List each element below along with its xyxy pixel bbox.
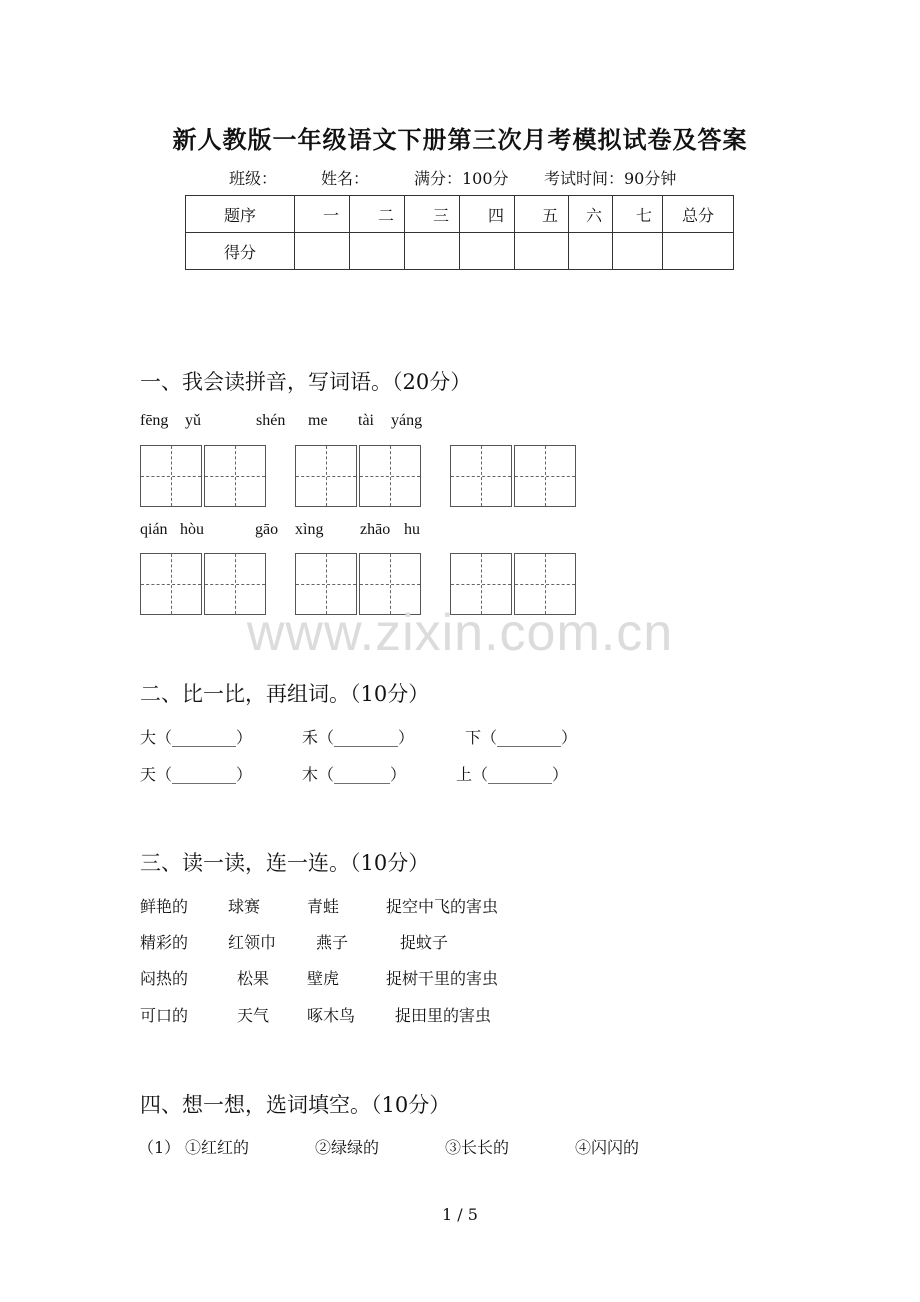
match-word: 鲜艳的: [140, 897, 189, 916]
match-word: 燕子: [316, 933, 349, 952]
score-table-cell: 五: [515, 196, 569, 233]
match-word: 松果: [237, 969, 270, 988]
compare-word-blank[interactable]: 天（________）: [140, 765, 253, 784]
pinyin: zhāo: [360, 521, 391, 538]
score-table-cell: 七: [613, 196, 663, 233]
pinyin: qián: [140, 521, 168, 538]
match-word: 啄木鸟: [307, 1006, 356, 1025]
pinyin: me: [308, 412, 328, 429]
section1-heading: 一、我会读拼音，写词语。（20分）: [140, 370, 472, 394]
score-table-cell: 总分: [663, 196, 734, 233]
score-input-cell[interactable]: [515, 233, 569, 270]
match-word: 壁虎: [307, 969, 340, 988]
score-table-cell: 六: [569, 196, 613, 233]
score-table-cell: 三: [405, 196, 460, 233]
score-input-cell[interactable]: [663, 233, 734, 270]
match-word: 捉树干里的害虫: [386, 969, 499, 988]
class-label: 班级：: [229, 169, 278, 188]
compare-word-blank[interactable]: 下（________）: [465, 728, 578, 747]
score-table: [185, 195, 734, 270]
compare-word-blank[interactable]: 禾（________）: [302, 728, 415, 747]
section3-heading: 三、读一读，连一连。（10分）: [140, 851, 430, 875]
watermark: www.zixin.com.cn: [246, 604, 674, 662]
compare-word-blank[interactable]: 木（_______）: [302, 765, 407, 784]
writing-grid-box[interactable]: [295, 445, 357, 507]
score-input-cell[interactable]: [613, 233, 663, 270]
question-number: （1）: [138, 1138, 181, 1157]
score-table-header-row: [186, 196, 734, 233]
writing-grid-box[interactable]: [140, 445, 202, 507]
match-word: 捉空中飞的害虫: [386, 897, 499, 916]
pinyin: shén: [256, 412, 286, 429]
match-word: 可口的: [140, 1006, 189, 1025]
writing-grid-box[interactable]: [514, 445, 576, 507]
pinyin: xìng: [295, 521, 324, 538]
match-word: 捉田里的害虫: [395, 1006, 492, 1025]
score-input-cell[interactable]: [460, 233, 515, 270]
score-table-cell: 题序: [186, 196, 295, 233]
fill-option: ④闪闪的: [575, 1138, 640, 1157]
pinyin: hòu: [180, 521, 204, 538]
score-table-cell: 得分: [186, 233, 295, 270]
fill-option: ②绿绿的: [315, 1138, 380, 1157]
score-table-cell: 四: [460, 196, 515, 233]
match-word: 精彩的: [140, 933, 189, 952]
page-title: 新人教版一年级语文下册第三次月考模拟试卷及答案: [172, 125, 748, 154]
writing-grid-box[interactable]: [204, 445, 266, 507]
score-table-score-row: [186, 233, 734, 270]
score-input-cell[interactable]: [569, 233, 613, 270]
fill-option: ③长长的: [445, 1138, 510, 1157]
section2-heading: 二、比一比，再组词。（10分）: [140, 682, 430, 706]
match-word: 红领巾: [228, 933, 277, 952]
score-table-cell: 一: [295, 196, 350, 233]
section4-heading: 四、想一想，选词填空。（10分）: [140, 1093, 451, 1117]
full-score-label: 满分：100分: [414, 169, 509, 188]
score-table-cell: 二: [350, 196, 405, 233]
exam-time-label: 考试时间：90分钟: [544, 169, 677, 188]
pinyin: hu: [404, 521, 420, 538]
score-input-cell[interactable]: [405, 233, 460, 270]
writing-grid-box[interactable]: [359, 445, 421, 507]
match-word: 捉蚊子: [400, 933, 449, 952]
score-input-cell[interactable]: [295, 233, 350, 270]
name-label: 姓名：: [321, 169, 370, 188]
match-word: 球赛: [228, 897, 261, 916]
pinyin: yáng: [391, 412, 423, 429]
match-word: 闷热的: [140, 969, 189, 988]
writing-grid-box[interactable]: [450, 445, 512, 507]
pinyin: yǔ: [185, 412, 201, 429]
pinyin: gāo: [255, 521, 279, 538]
match-word: 天气: [237, 1006, 270, 1025]
score-input-cell[interactable]: [350, 233, 405, 270]
fill-option: ①红红的: [185, 1138, 250, 1157]
compare-word-blank[interactable]: 上（________）: [456, 765, 569, 784]
pinyin: fēng: [140, 412, 169, 429]
compare-word-blank[interactable]: 大（________）: [140, 728, 253, 747]
pinyin: tài: [358, 412, 374, 429]
match-word: 青蛙: [307, 897, 340, 916]
page-number: 1 / 5: [442, 1205, 478, 1224]
